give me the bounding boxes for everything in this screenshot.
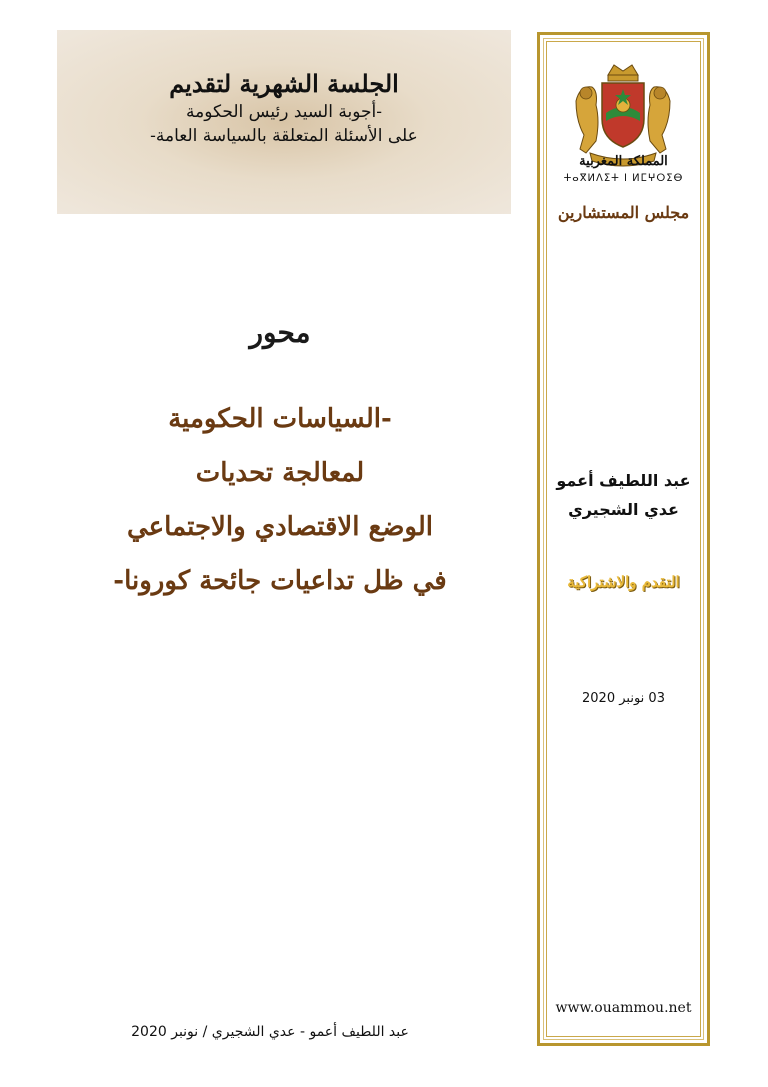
header-subtitle-2: على الأسئلة المتعلقة بالسياسة العامة- bbox=[150, 126, 418, 146]
kingdom-name-tifinagh: ⵜⴰⴳⵍⴷⵉⵜ ⵏ ⵍⵎⵖⵔⵉⴱ bbox=[563, 173, 684, 184]
main-title bbox=[40, 392, 520, 608]
header-banner bbox=[57, 30, 511, 214]
sidebar-inner-border bbox=[546, 41, 701, 1037]
title-line-3: الوضع الاقتصادي والاجتماعي bbox=[127, 512, 433, 542]
document-date: 03 نونبر 2020 bbox=[582, 691, 665, 706]
title-line-4: في ظل تداعيات جائحة كورونا- bbox=[113, 566, 447, 596]
party-name: التقدم والاشتراكية bbox=[567, 573, 680, 591]
axis-label: محور bbox=[249, 316, 311, 349]
footer-credit: عبد اللطيف أعمو - عدي الشجيري / نونبر 2020 bbox=[131, 1024, 409, 1040]
title-line-2: لمعالجة تحديات bbox=[195, 458, 365, 488]
kingdom-name-arabic: المملكة المغربية bbox=[579, 154, 668, 169]
header-title: الجلسة الشهرية لتقديم bbox=[169, 69, 399, 98]
author-name-1: عبد اللطيف أعمو bbox=[556, 471, 691, 490]
author-name-2: عدي الشجيري bbox=[568, 500, 679, 519]
sidebar-frame bbox=[537, 32, 710, 1046]
title-line-1: -السياسات الحكومية bbox=[168, 404, 392, 434]
council-name: مجلس المستشارين bbox=[557, 203, 690, 222]
header-subtitle-1: -أجوبة السيد رئيس الحكومة bbox=[186, 102, 382, 122]
moroccan-coat-of-arms-icon bbox=[570, 61, 676, 167]
website-link[interactable]: www.ouammou.net bbox=[555, 1000, 692, 1016]
